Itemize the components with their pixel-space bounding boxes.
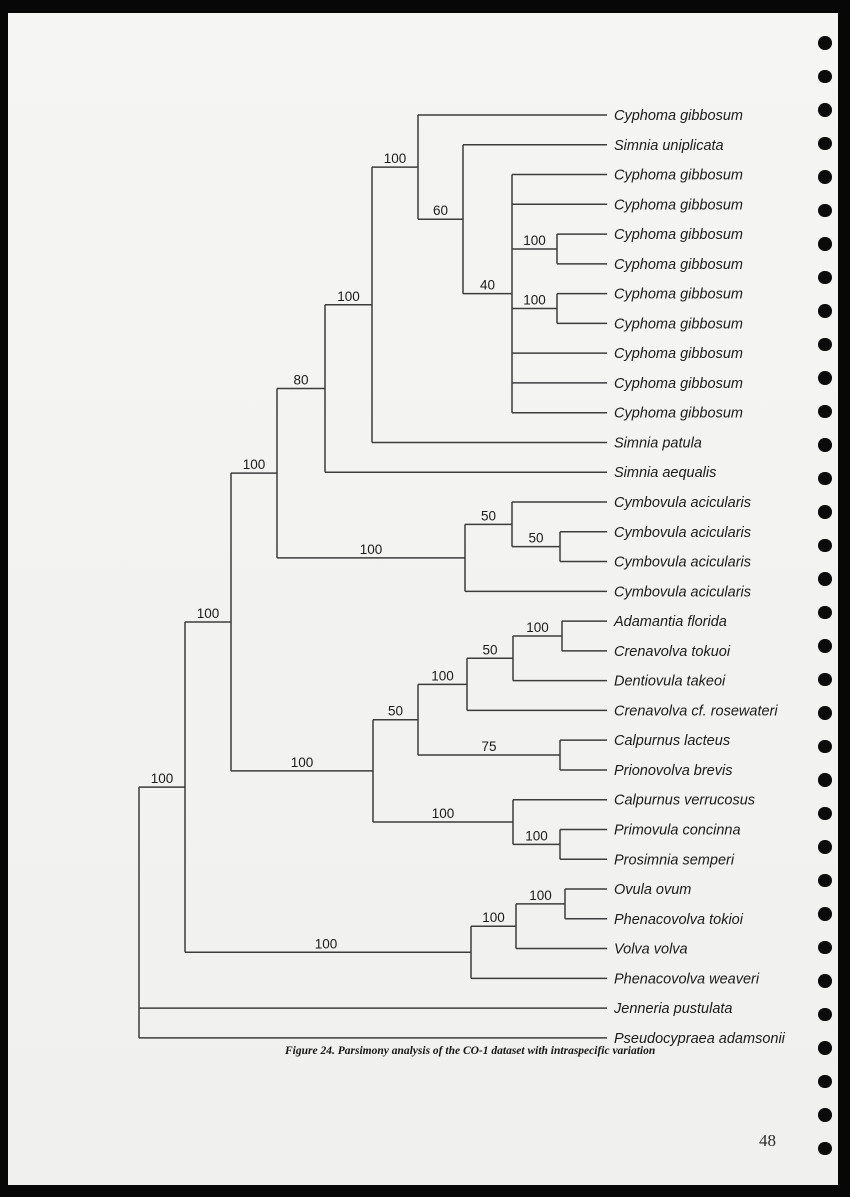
taxon-label: Cyphoma gibbosum [614,316,743,333]
taxon-label: Cyphoma gibbosum [614,227,743,244]
taxon-label: Cymbovula acicularis [614,524,751,541]
taxon-label: Prionovolva brevis [614,762,733,779]
support-value: 100 [529,887,552,903]
page-number: 48 [759,1131,776,1150]
taxon-label: Cymbovula acicularis [614,495,751,512]
taxon-label: Cyphoma gibbosum [614,167,743,184]
support-value: 100 [523,232,546,248]
taxon-label: Simnia aequalis [614,465,717,482]
taxon-label: Prosimnia semperi [614,852,735,869]
support-value: 60 [432,203,449,219]
support-value: 100 [431,806,455,822]
document-page [8,13,838,1185]
taxon-label: Cyphoma gibbosum [614,346,743,363]
support-value: 50 [528,530,544,546]
taxon-label: Crenavolva cf. rosewateri [614,703,778,720]
taxon-label: Dentiovula takeoi [614,673,726,690]
support-value: 40 [479,277,496,293]
taxon-label: Phenacovolva weaveri [614,971,760,988]
support-value: 100 [383,151,407,167]
taxon-label: Volva volva [614,941,688,958]
taxon-label: Cyphoma gibbosum [614,197,743,214]
taxon-label: Simnia patula [614,435,702,452]
taxon-label: Cymbovula acicularis [614,584,751,601]
support-value: 100 [314,936,338,952]
figure-caption: Figure 24. Parsimony analysis of the CO-1 dataset with intraspecific variation [285,1045,656,1057]
support-value: 100 [242,457,266,473]
taxon-label: Jenneria pustulata [614,1001,733,1018]
taxon-label: Crenavolva tokuoi [614,643,731,660]
support-value: 100 [290,754,314,770]
taxon-label: Cymbovula acicularis [614,554,751,571]
taxon-label: Cyphoma gibbosum [614,108,743,124]
taxon-label: Cyphoma gibbosum [614,286,743,303]
support-value: 50 [482,642,498,658]
taxon-label: Cyphoma gibbosum [614,405,743,422]
support-value: 100 [337,288,360,304]
support-value: 100 [526,619,549,635]
support-value: 100 [150,771,174,787]
support-value: 100 [482,910,505,926]
support-value: 50 [387,703,404,719]
taxon-label: Cyphoma gibbosum [614,375,743,392]
support-value: 100 [523,292,546,308]
support-value: 75 [481,739,497,755]
support-value: 100 [359,541,383,557]
taxon-label: Phenacovolva tokioi [614,911,743,928]
taxon-label: Simnia uniplicata [614,137,724,154]
taxon-label: Primovula concinna [614,822,741,839]
support-value: 50 [480,508,497,524]
taxon-label: Calpurnus lacteus [614,733,731,750]
support-value: 100 [525,828,548,844]
taxon-label: Calpurnus verrucosus [614,792,756,809]
support-value: 100 [431,668,454,684]
taxon-label: Cyphoma gibbosum [614,256,743,273]
taxon-label: Adamantia florida [614,614,727,631]
taxon-label: Pseudocypraea adamsonii [614,1030,785,1047]
support-value: 80 [293,372,309,388]
support-value: 100 [196,606,220,622]
taxon-label: Ovula ovum [614,882,692,899]
